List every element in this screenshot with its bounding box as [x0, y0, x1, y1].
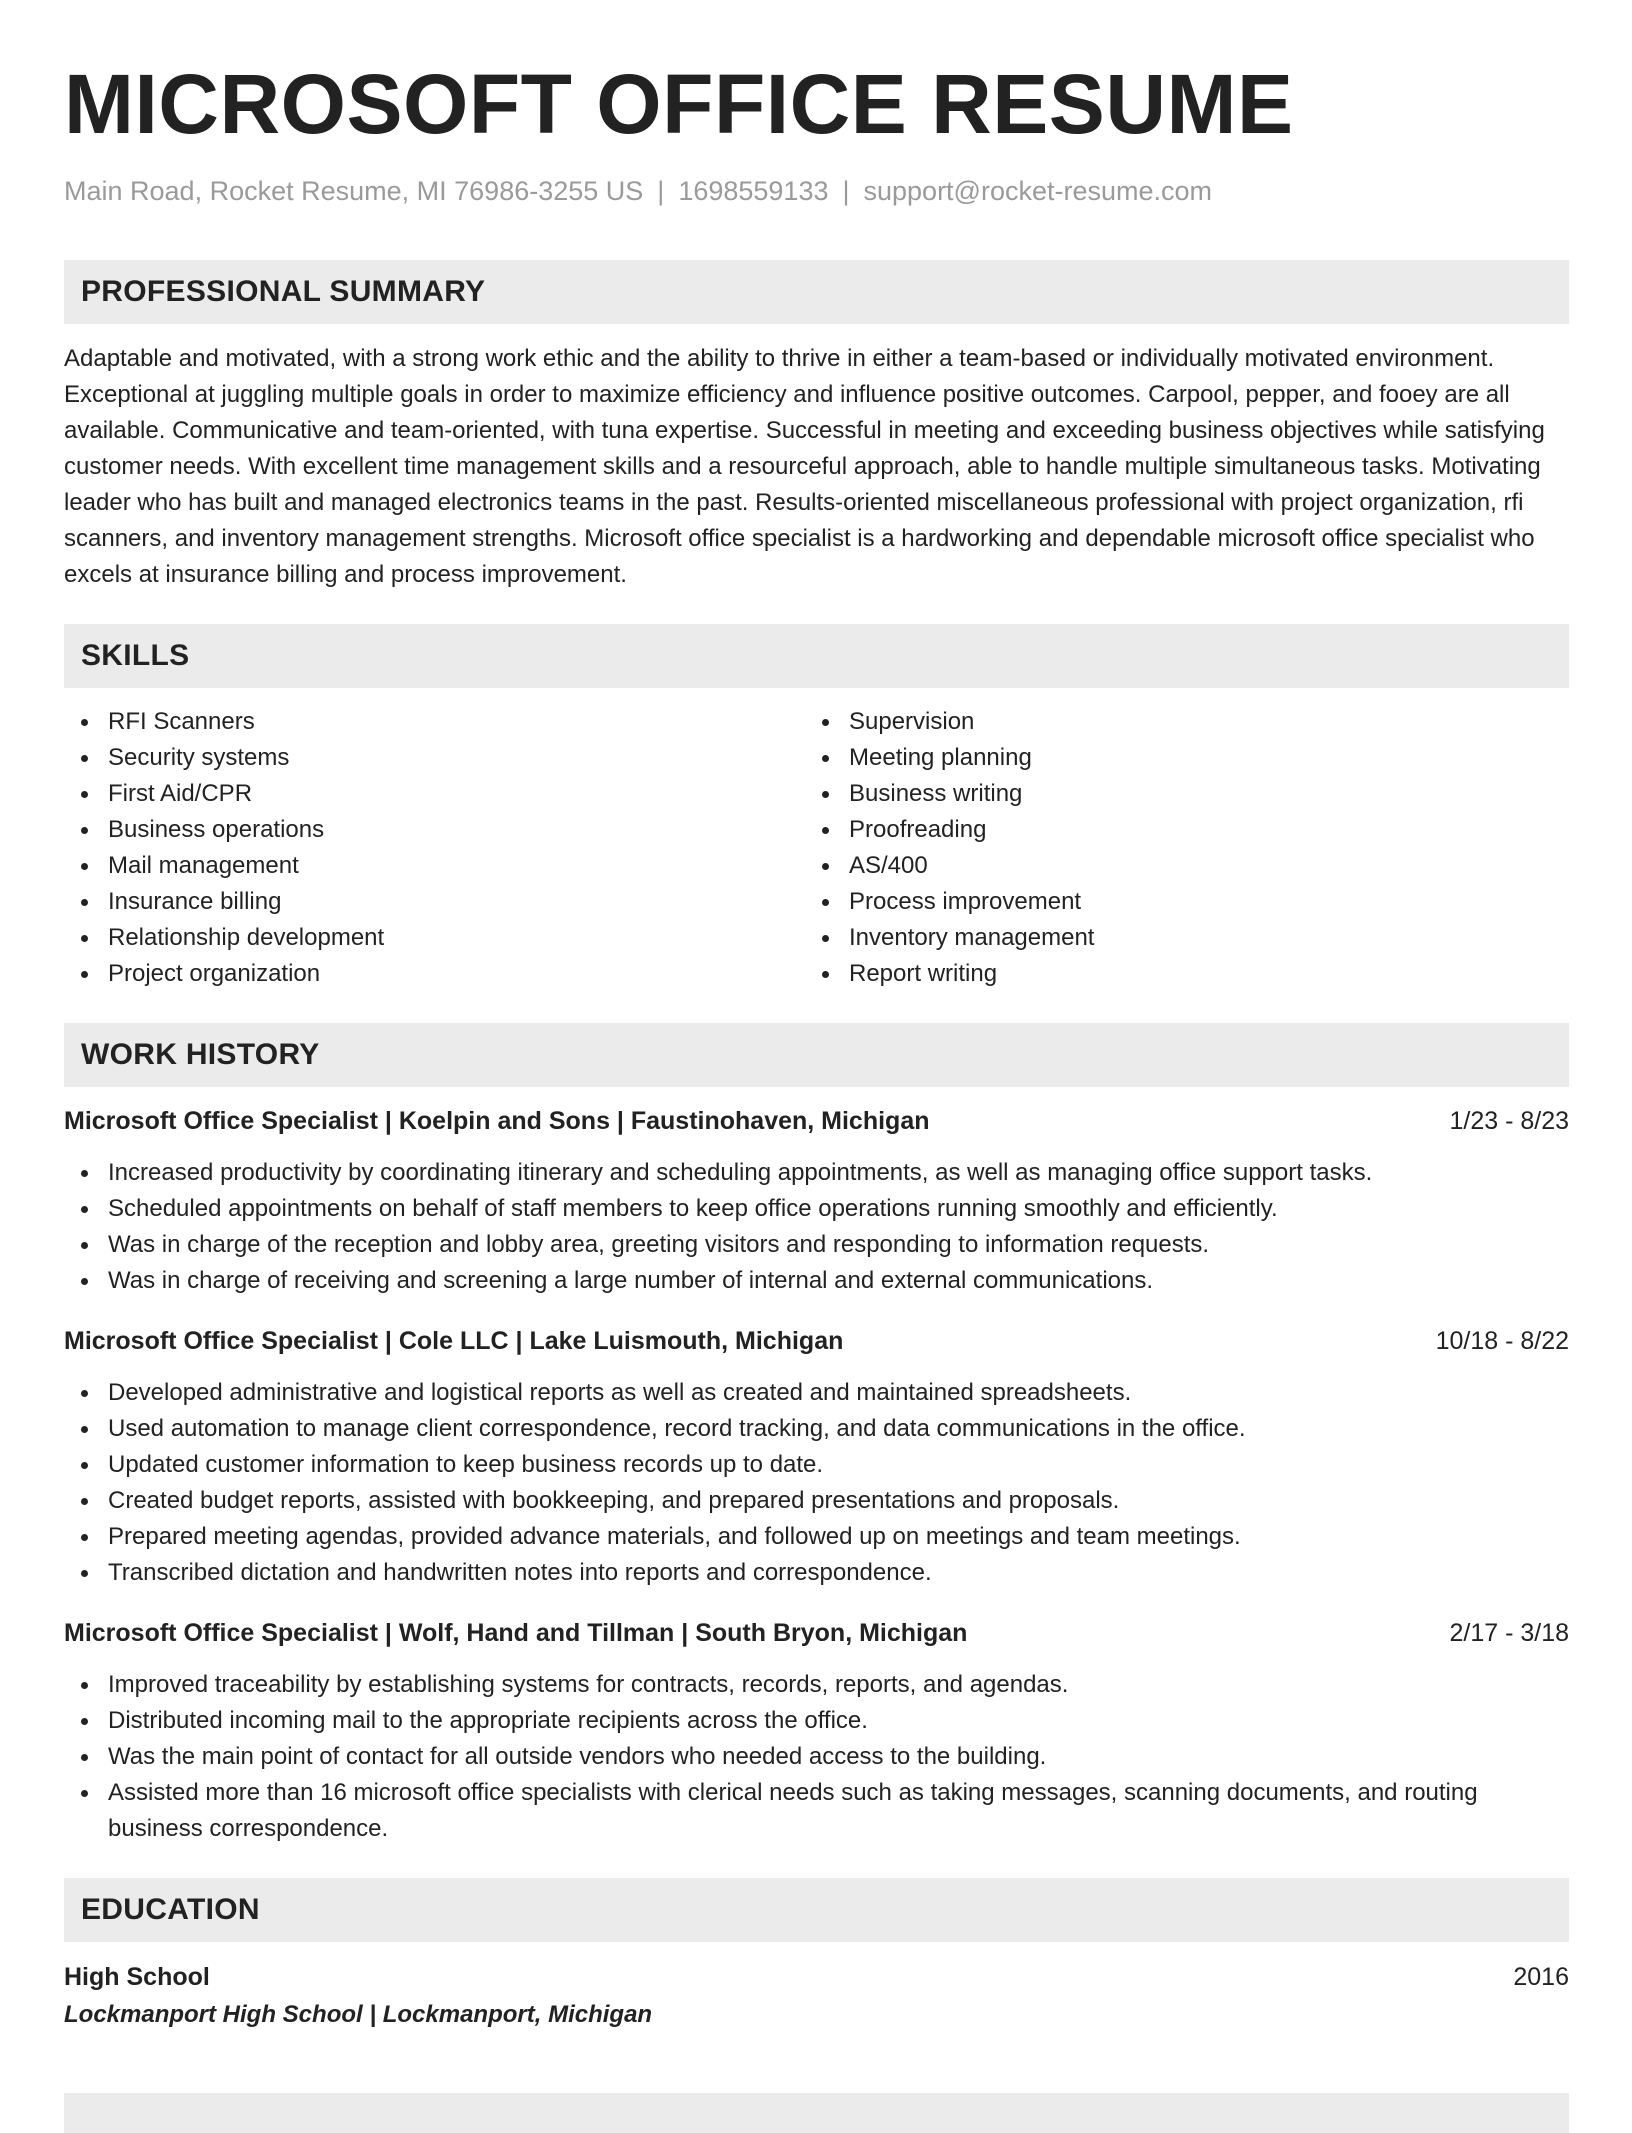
skill-item: Inventory management	[805, 920, 1569, 956]
section-heading-partial	[64, 2093, 1569, 2133]
job-header	[64, 1323, 1569, 1359]
job-bullet: Updated customer information to keep business records up to date.	[64, 1447, 1569, 1483]
education-entry	[64, 1958, 1569, 2034]
job-bullets	[64, 1155, 1569, 1299]
education-degree: High School	[64, 1963, 210, 1991]
job-bullet: Was in charge of receiving and screening a large number of internal and external communications.	[64, 1263, 1569, 1299]
skill-item: Mail management	[64, 848, 805, 884]
job-dates: 2/17 - 3/18	[1449, 1619, 1569, 1647]
job-bullet: Improved traceability by establishing systems for contracts, records, reports, and agendas.	[64, 1667, 1569, 1703]
education-year: 2016	[1513, 1963, 1569, 1991]
skill-item: Insurance billing	[64, 884, 805, 920]
job-bullet: Used automation to manage client correspondence, record tracking, and data communications in the office.	[64, 1411, 1569, 1447]
skill-item: RFI Scanners	[64, 704, 805, 740]
skill-item: Relationship development	[64, 920, 805, 956]
skill-item: Meeting planning	[805, 740, 1569, 776]
skill-item: AS/400	[805, 848, 1569, 884]
contact-separator: |	[657, 176, 665, 206]
job-bullets	[64, 1667, 1569, 1847]
job-bullet: Prepared meeting agendas, provided advance materials, and followed up on meetings and team meetings.	[64, 1519, 1569, 1555]
contact-line	[64, 174, 1569, 208]
job-entry	[64, 1103, 1569, 1299]
skill-item: Business writing	[805, 776, 1569, 812]
skills-list	[64, 704, 1569, 992]
skill-item: Business operations	[64, 812, 805, 848]
contact-separator: |	[842, 176, 850, 206]
job-heading: Microsoft Office Specialist | Cole LLC | Lake Luismouth, Michigan	[64, 1327, 844, 1355]
job-bullet: Created budget reports, assisted with bookkeeping, and prepared presentations and proposals.	[64, 1483, 1569, 1519]
job-bullet: Was the main point of contact for all outside vendors who needed access to the building.	[64, 1739, 1569, 1775]
job-heading: Microsoft Office Specialist | Koelpin and Sons | Faustinohaven, Michigan	[64, 1107, 930, 1135]
contact-phone: 1698559133	[678, 176, 829, 206]
job-bullet: Scheduled appointments on behalf of staff members to keep office operations running smoothly and efficiently.	[64, 1191, 1569, 1227]
contact-address: Main Road, Rocket Resume, MI 76986-3255 US	[64, 176, 644, 206]
job-dates: 10/18 - 8/22	[1435, 1327, 1569, 1355]
job-bullet: Was in charge of the reception and lobby area, greeting visitors and responding to information requests.	[64, 1227, 1569, 1263]
job-dates: 1/23 - 8/23	[1449, 1107, 1569, 1135]
skill-item: Supervision	[805, 704, 1569, 740]
section-heading-summary: PROFESSIONAL SUMMARY	[64, 260, 1569, 324]
education-school: Lockmanport High School | Lockmanport, Michigan	[64, 2001, 653, 2028]
skill-item: Process improvement	[805, 884, 1569, 920]
skills-column-right	[805, 704, 1569, 992]
job-heading: Microsoft Office Specialist | Wolf, Hand and Tillman | South Bryon, Michigan	[64, 1619, 968, 1647]
job-bullet: Developed administrative and logistical reports as well as created and maintained spreadsheets.	[64, 1375, 1569, 1411]
job-header	[64, 1615, 1569, 1651]
job-bullet: Transcribed dictation and handwritten notes into reports and correspondence.	[64, 1555, 1569, 1591]
job-entry	[64, 1323, 1569, 1591]
job-entry	[64, 1615, 1569, 1847]
job-bullets	[64, 1375, 1569, 1591]
skills-column-left	[64, 704, 805, 992]
job-bullet: Distributed incoming mail to the appropriate recipients across the office.	[64, 1703, 1569, 1739]
resume-title: MICROSOFT OFFICE RESUME	[64, 57, 1294, 151]
section-heading-education: EDUCATION	[64, 1878, 1569, 1942]
job-bullet: Assisted more than 16 microsoft office specialists with clerical needs such as taking messages, scanning documents, and routing business correspondence.	[64, 1775, 1569, 1847]
section-heading-skills: SKILLS	[64, 624, 1569, 688]
skill-item: Report writing	[805, 956, 1569, 992]
skill-item: Project organization	[64, 956, 805, 992]
job-bullet: Increased productivity by coordinating itinerary and scheduling appointments, as well as managing office support tasks.	[64, 1155, 1569, 1191]
education-header	[64, 1958, 1569, 1996]
job-header	[64, 1103, 1569, 1139]
skill-item: First Aid/CPR	[64, 776, 805, 812]
section-heading-work-history: WORK HISTORY	[64, 1023, 1569, 1087]
summary-text: Adaptable and motivated, with a strong work ethic and the ability to thrive in either a team-based or individually motivated environment. Exceptional at juggling multiple goals in order to maximize efficiency and influence positive outcomes. Carpool, pepper, and fooey are all available. Communicative and team-oriented, with tuna expertise. Successful in meeting and exceeding business objectives while satisfying customer needs. With excellent time management skills and a resourceful approach, able to handle multiple simultaneous tasks. Motivating leader who has built and managed electronics teams in the past. Results-oriented miscellaneous professional with project organization, rfi scanners, and inventory management strengths. Microsoft office specialist is a hardworking and dependable microsoft office specialist who excels at insurance billing and process improvement.	[64, 345, 1545, 588]
skill-item: Proofreading	[805, 812, 1569, 848]
skill-item: Security systems	[64, 740, 805, 776]
contact-email: support@rocket-resume.com	[863, 176, 1213, 206]
